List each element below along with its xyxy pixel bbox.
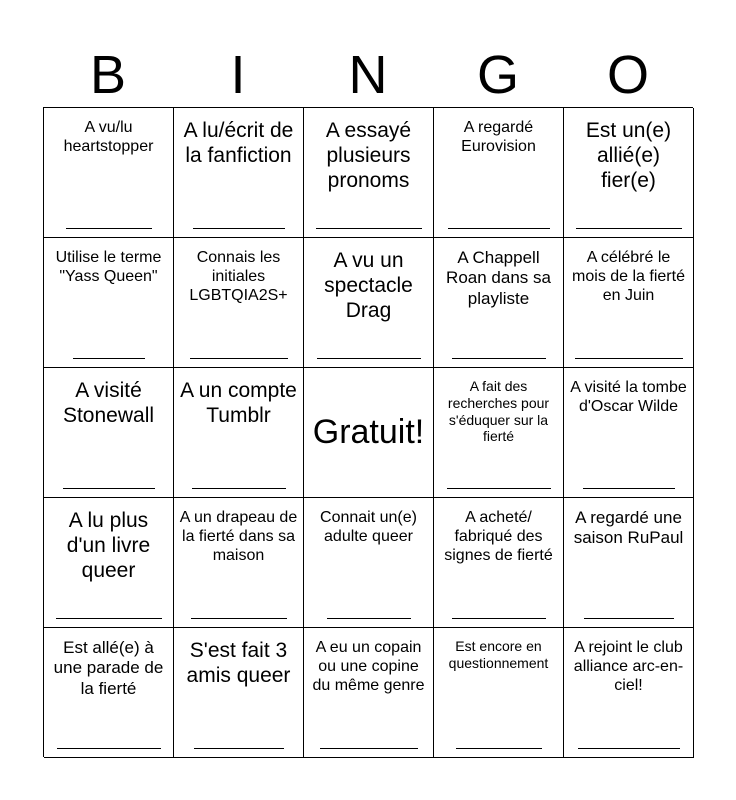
cell-text: Utilise le terme "Yass Queen" <box>55 249 162 286</box>
bingo-cell[interactable] <box>44 498 174 628</box>
cell-text: A visité la tombe d'Oscar Wilde <box>570 379 687 416</box>
cell-text: A un drapeau de la fierté dans sa maison <box>179 509 298 565</box>
cell-text: A visité Stonewall <box>62 379 155 428</box>
signature-line <box>578 748 680 749</box>
signature-line <box>191 618 287 619</box>
signature-line <box>447 488 551 489</box>
cell-text: A regardé Eurovision <box>461 119 536 156</box>
header-letter-n: N <box>348 45 388 105</box>
cell-text: A Chappell Roan dans sa playliste <box>446 248 551 308</box>
bingo-cell[interactable] <box>44 238 174 368</box>
bingo-cell[interactable] <box>434 498 564 628</box>
signature-line <box>327 618 411 619</box>
cell-text: A essayé plusieurs pronoms <box>325 119 412 193</box>
cell-text: A acheté/ fabriqué des signes de fierté <box>444 509 553 565</box>
header-letter-i: I <box>230 45 246 105</box>
signature-line <box>192 488 286 489</box>
header-letter-b: B <box>89 45 127 105</box>
cell-text: S'est fait 3 amis queer <box>186 639 291 688</box>
bingo-cell[interactable] <box>564 108 694 238</box>
bingo-cell[interactable] <box>174 368 304 498</box>
bingo-cell[interactable] <box>434 238 564 368</box>
signature-line <box>448 228 550 229</box>
signature-line <box>320 748 418 749</box>
free-space-cell[interactable] <box>304 368 434 498</box>
signature-line <box>456 748 542 749</box>
cell-text: A rejoint le club alliance arc-en-ciel! <box>573 639 684 695</box>
cell-text: A célébré le mois de la fierté en Juin <box>572 249 685 305</box>
cell-text: Est un(e) allié(e) fier(e) <box>585 119 672 193</box>
bingo-cell[interactable] <box>434 108 564 238</box>
bingo-cell[interactable] <box>174 238 304 368</box>
bingo-cell[interactable] <box>174 628 304 758</box>
cell-text: A lu plus d'un livre queer <box>66 509 151 583</box>
signature-line <box>576 228 682 229</box>
bingo-cell[interactable] <box>304 108 434 238</box>
cell-text: A vu un spectacle Drag <box>324 249 413 323</box>
signature-line <box>316 228 422 229</box>
bingo-cell[interactable] <box>434 628 564 758</box>
header-letter-o: O <box>606 45 649 105</box>
signature-line <box>452 358 546 359</box>
cell-text: A fait des recherches pour s'éduquer sur la fierté <box>447 378 550 445</box>
signature-line <box>452 618 546 619</box>
bingo-cell[interactable] <box>174 108 304 238</box>
bingo-cell[interactable] <box>44 368 174 498</box>
signature-line <box>66 228 152 229</box>
signature-line <box>190 358 288 359</box>
bingo-header <box>43 40 693 110</box>
bingo-cell[interactable] <box>44 628 174 758</box>
free-space-text: Gratuit! <box>312 413 425 452</box>
signature-line <box>56 618 162 619</box>
bingo-cell[interactable] <box>304 238 434 368</box>
cell-text: A lu/écrit de la fanfiction <box>183 119 294 168</box>
cell-text: A eu un copain ou une copine du même genre <box>312 639 425 695</box>
bingo-cell[interactable] <box>304 628 434 758</box>
cell-text: Connait un(e) adulte queer <box>320 509 417 546</box>
bingo-cell[interactable] <box>44 108 174 238</box>
bingo-cell[interactable] <box>304 498 434 628</box>
cell-text: A regardé une saison RuPaul <box>573 508 684 548</box>
bingo-cell[interactable] <box>564 498 694 628</box>
bingo-cell[interactable] <box>174 498 304 628</box>
signature-line <box>584 618 674 619</box>
signature-line <box>194 748 284 749</box>
signature-line <box>63 488 155 489</box>
cell-text: A un compte Tumblr <box>180 379 297 428</box>
bingo-cell[interactable] <box>434 368 564 498</box>
cell-text: A vu/lu heartstopper <box>63 119 154 156</box>
bingo-grid <box>43 107 693 757</box>
signature-line <box>583 488 675 489</box>
bingo-cell[interactable] <box>564 628 694 758</box>
header-letter-g: G <box>476 45 519 105</box>
signature-line <box>193 228 285 229</box>
bingo-cell[interactable] <box>564 368 694 498</box>
signature-line <box>57 748 161 749</box>
signature-line <box>575 358 683 359</box>
cell-text: Est encore en questionnement <box>448 638 549 671</box>
cell-text: Est allé(e) à une parade de la fierté <box>53 638 164 698</box>
bingo-cell[interactable] <box>564 238 694 368</box>
cell-text: Connais les initiales LGBTQIA2S+ <box>189 249 288 305</box>
signature-line <box>317 358 421 359</box>
signature-line <box>73 358 145 359</box>
